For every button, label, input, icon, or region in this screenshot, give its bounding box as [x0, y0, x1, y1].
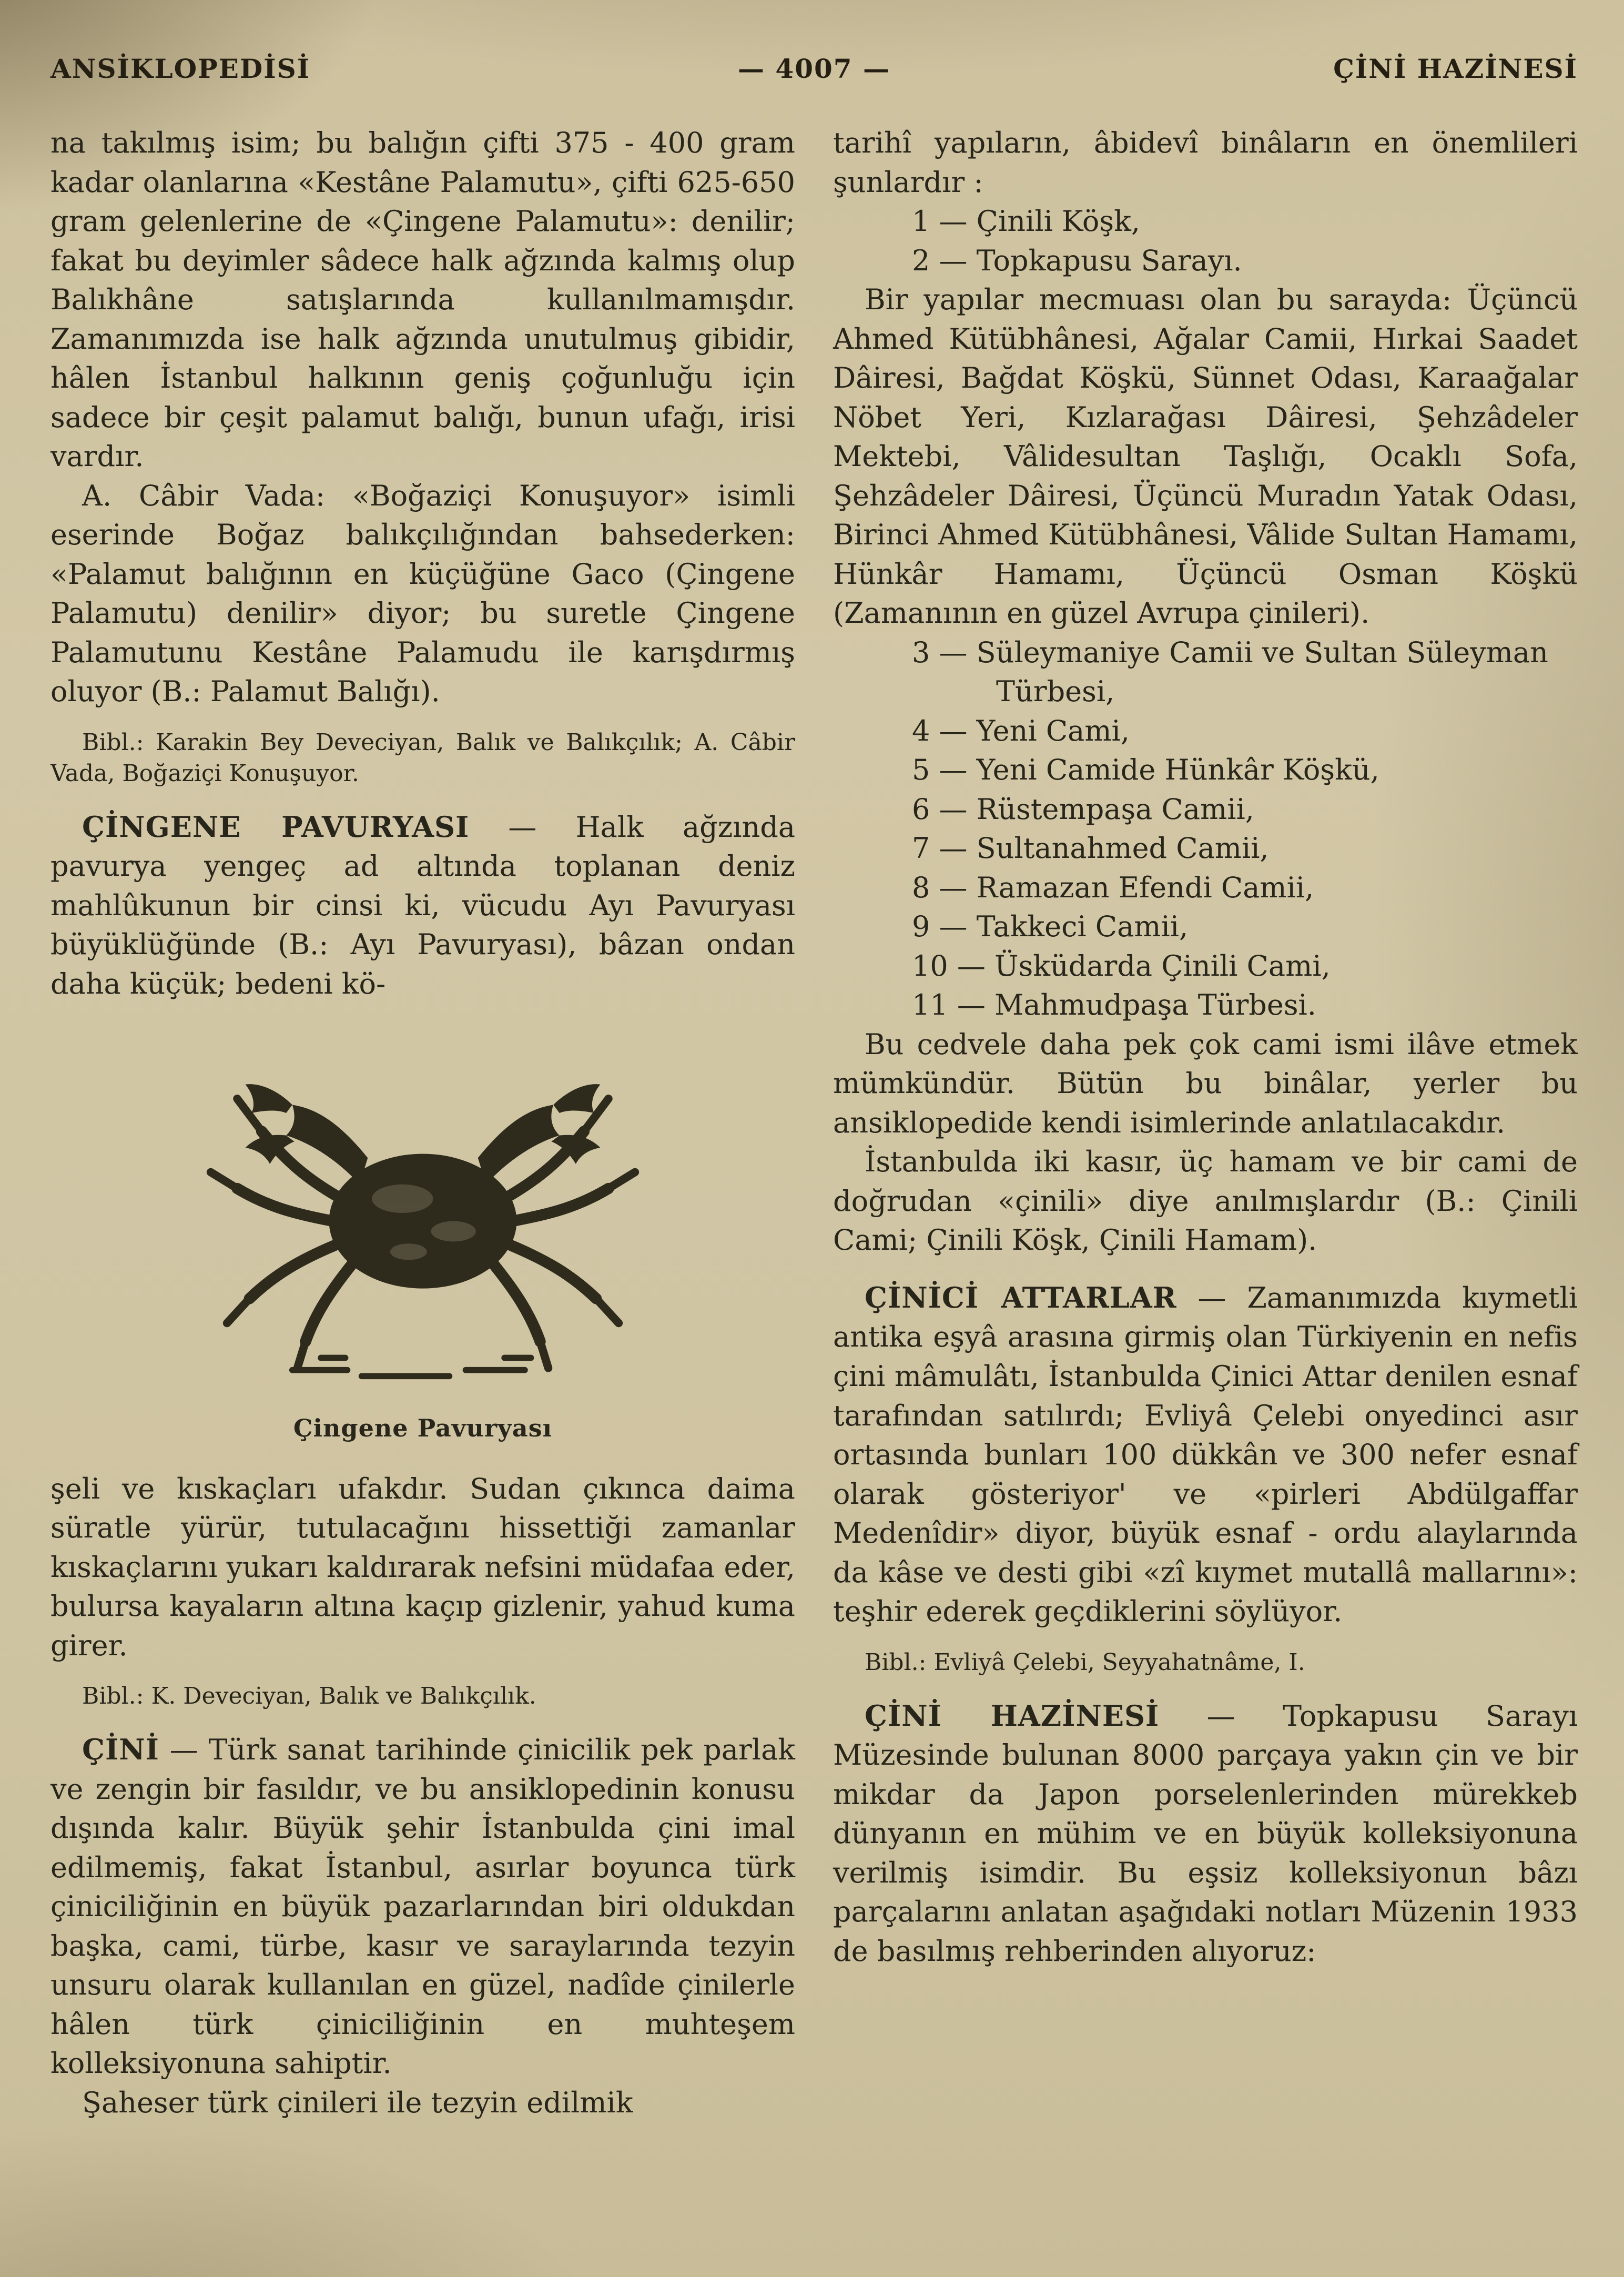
two-column-layout — [50, 124, 1578, 2122]
entry-term: ÇİNİ — [82, 1733, 159, 1767]
crab-illustration — [191, 1046, 654, 1382]
paragraph-lead-continuation: tarihî yapıların, âbidevî binâların en önemlileri şunlardır : — [833, 126, 1578, 199]
entry-term: ÇİNİCİ ATTARLAR — [865, 1280, 1177, 1314]
figure-caption: Çingene Pavuryası — [293, 1414, 553, 1443]
entry-term: ÇİNİ HAZİNESİ — [865, 1698, 1160, 1733]
numbered-list-item: 10 — Üsküdarda Çinili Cami, — [912, 949, 1331, 983]
entry-text: — Zamanımızda kıymetli antika eşyâ arasına girmiş olan Türkiyenin en nefis çini mâmulâtı, İstanbulda Çinici Attar denilen esnaf tarafından satılırdı; Evliyâ Çelebi onyedinci asır ortasında bunları 100 dükkân ve 300 nefer esnaf olarak gösteriyor' ve «pirleri Abdülgaffar Medenîdir» diyor, büyük esnaf - ordu alaylarında da kâse ve desti gibi «zî kıymet mutallâ mallarını»: teşhir ederek geçdiklerini söylüyor. — [833, 1281, 1578, 1628]
numbered-list-item: 4 — Yeni Cami, — [912, 714, 1130, 747]
paragraph-kasir: İstanbulda iki kasır, üç hamam ve bir cami de doğrudan «çinili» diye anılmışlardır (B.: Çinili Cami; Çinili Köşk, Çinili Hamam). — [833, 1145, 1578, 1257]
numbered-list-item: 8 — Ramazan Efendi Camii, — [912, 871, 1314, 904]
numbered-list-item: 9 — Takkeci Camii, — [912, 910, 1189, 944]
numbered-list-item: 7 — Sultanahmed Camii, — [912, 832, 1269, 865]
bibliography-line: Bibl.: Karakin Bey Deveciyan, Balık ve Balıkçılık; A. Câbir Vada, Boğaziçi Konuşuyor. — [50, 728, 795, 787]
header-section-title: ÇİNİ HAZİNESİ — [1333, 53, 1578, 84]
numbered-list-item: 1 — Çinili Köşk, — [912, 205, 1141, 238]
numbered-list-item: 11 — Mahmudpaşa Türbesi. — [912, 988, 1316, 1022]
paragraph-saray: Bir yapılar mecmuası olan bu sarayda: Üçüncü Ahmed Kütübhânesi, Ağalar Camii, Hırkai Saadet Dâiresi, Bağdat Köşkü, Sünnet Odası, Karaağalar Nöbet Yeri, Kızlarağası Dâiresi, Şehzâdeler Mektebi, Vâlidesultan Taşlığı, Ocaklı Sofa, Şehzâdeler Dâiresi, Üçüncü Muradın Yatak Odası, Birinci Ahmed Kütübhânesi, Vâlide Sultan Hamamı, Hünkâr Hamamı, Üçüncü Osman Köşkü (Zamanının en güzel Avrupa çinileri). — [833, 283, 1578, 630]
entry-cingene-pavuryasi — [50, 807, 795, 1004]
entry-text: — Halk ağzında pavurya yengeç ad altında toplanan deniz mahlûkunun bir cinsi ki, vücudu Ayı Pavuryası büyüklüğünde (B.: Ayı Pavuryası), bâzan ondan daha küçük; bedeni kö- — [50, 810, 796, 1000]
bibliography-line: Bibl.: K. Deveciyan, Balık ve Balıkçılık. — [82, 1683, 536, 1710]
entry-text: — Türk sanat tarihinde çinicilik pek parlak ve zengin bir fasıldır, ve bu ansiklopedinin konusu dışında kalır. Büyük şehir İstanbulda çini imal edilmemiş, fakat İstanbul, asırlar boyunca türk çiniciliğinin en büyük pazarlarından biri oldukdan başka, cami, türbe, kasır ve saraylarında tezyin unsuru olarak kullanılan en güzel, nadîde çinilerle hâlen türk çiniciliğinin en muhteşem kolleksiyonuna sahiptir. — [50, 1733, 795, 2080]
numbered-list-item: 6 — Rüstempaşa Camii, — [912, 792, 1254, 826]
right-column — [833, 124, 1578, 2122]
bibliography-line: Bibl.: Evliyâ Çelebi, Seyyahatnâme, I. — [865, 1648, 1305, 1676]
page-header — [50, 50, 1578, 87]
paragraph-cedvel: Bu cedvele daha pek çok cami ismi ilâve etmek mümkündür. Bütün bu binâlar, yerler bu ansiklopedide kendi isimlerinde anlatılacakdır. — [833, 1027, 1578, 1139]
paragraph-vada: A. Câbir Vada: «Boğaziçi Konuşuyor» isimli eserinde Boğaz balıkçılığından bahsederken: «Palamut balığının en küçüğüne Gaco (Çingene Palamutu) denilir» diyor; bu suretle Çingene Palamutunu Kestâne Palamudu ile karışdırmış oluyor (B.: Palamut Balığı). — [50, 479, 795, 709]
paragraph-saheser: Şaheser türk çinileri ile tezyin edilmik — [82, 2086, 633, 2119]
numbered-list-item: 3 — Süleymaniye Camii ve Sultan Süleyman Türbesi, — [912, 635, 1548, 709]
entry-term: ÇİNGENE PAVURYASI — [82, 809, 470, 844]
paragraph-pavurya-continuation: şeli ve kıskaçları ufakdır. Sudan çıkınca daima süratle yürür, tutulacağını hissettiği zamanlar kıskaçlarını yukarı kaldırarak nefsini müdafaa eder, bulursa kayaların altına kaçıp gizlenir, yahud kuma girer. — [50, 1472, 795, 1662]
header-page-number: — 4007 — — [738, 53, 890, 84]
numbered-list-item: 5 — Yeni Camide Hünkâr Köşkü, — [912, 753, 1379, 787]
crab-figure — [181, 1046, 665, 1445]
paragraph-palamut-continuation: na takılmış isim; bu balığın çifti 375 - 400 gram kadar olanlarına «Kestâne Palamutu», çifti 625-650 gram gelenlerine de «Çingene Palamutu»: denilir; fakat bu deyimler sâdece halk ağzında kalmış olup Balıkhâne satışlarında kullanılmamışdır. Zamanımızda ise halk ağzında unutulmuş gibidir, hâlen İstanbul halkının geniş çoğunluğu için sadece bir çeşit palamut balığı, bunun ufağı, irisi vardır. — [50, 126, 795, 473]
numbered-list-item: 2 — Topkapusu Sarayı. — [912, 244, 1242, 277]
header-book-title: ANSİKLOPEDİSİ — [50, 53, 311, 84]
entry-cini — [50, 1730, 795, 2083]
entry-text: — Topkapusu Sarayı Müzesinde bulunan 8000 parçaya yakın çin ve bir mikdar da Japon porselenlerinden mürekkeb dünyanın en mühim ve en büyük kolleksiyonuna verilmiş isimdir. Bu eşsiz kolleksiyonun bâzı parçalarını anlatan aşağıdaki notları Müzenin 1933 de basılmış rehberinden alıyoruz: — [833, 1699, 1578, 1968]
left-column — [50, 124, 795, 2122]
entry-cini-hazinesi — [833, 1696, 1578, 1971]
entry-cinici-attarlar — [833, 1278, 1578, 1632]
